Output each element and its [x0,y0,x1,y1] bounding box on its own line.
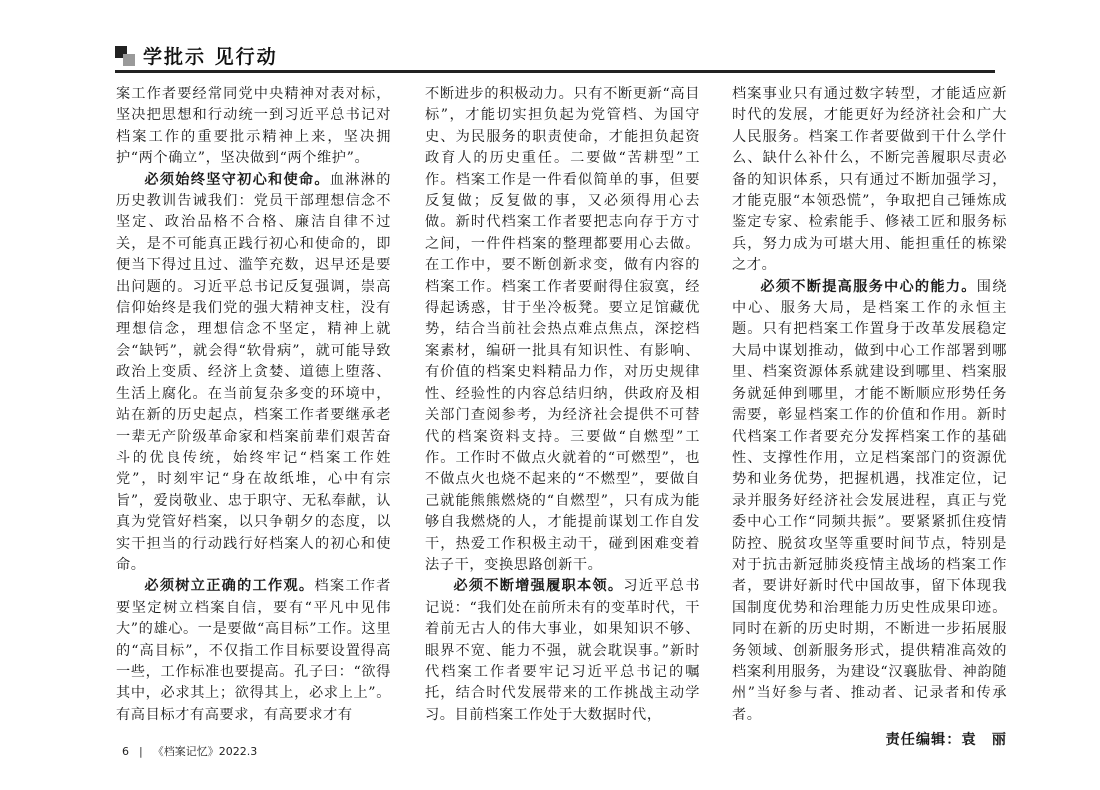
paragraph [732,277,1007,727]
page-number: 6 [122,744,129,758]
page-footer [122,743,257,759]
magazine-issue: 《档案记忆》2022.3 [152,745,258,758]
paragraph-body: 档案工作者要坚定树立档案自信，要有“平凡中见伟大”的雄心。一是要做“高目标”工作。这里的“高目标”，不仅指工作目标要设置得高一些，工作标准也要提高。孔子曰：“欲得其中，必求其上；欲得其上，必求上上”。有高目标才有高要求，有高要求才有 [116,578,391,723]
footer-separator: | [139,744,143,758]
paragraph-body: 血淋淋的历史教训告诫我们：党员干部理想信念不坚定、政治品格不合格、廉洁自律不过关，是不可能真正践行初心和使命的，即便当下得过且过、滥竽充数，迟早还是要出问题的。习近平总书记反复强调，崇高信仰始终是我们党的强大精神支柱，没有理想信念，理想信念不坚定，精神上就会“缺钙”，就会得“软骨病”，就可能导致政治上变质、经济上贪婪、道德上堕落、生活上腐化。在当前复杂多变的环境中，站在新的历史起点，档案工作者要继承老一辈无产阶级革命家和档案前辈们艰苦奋斗的优良传统，始终牢记“档案工作姓党”，时刻牢记“身在故纸堆，心中有宗旨”，爱岗敬业、忠于职守、无私奉献，认真为党管好档案，以只争朝夕的态度，以实干担当的行动践行好档案人的初心和使命。 [116,171,391,573]
section-title: 学批示 见行动 [143,46,278,68]
text-column-1 [116,84,391,726]
header-divider [115,70,995,73]
section-mark-icon [115,46,135,66]
paragraph [116,576,391,726]
text-column-2 [425,84,700,726]
paragraph [116,170,391,577]
section-header [115,42,278,69]
paragraph-body: 习近平总书记说：“我们处在前所未有的变革时代，干着前无古人的伟大事业，如果知识不够、眼界不宽、能力不强，就会耽误事。”新时代档案工作者要牢记习近平总书记的嘱托，结合时代发展带来的工作挑战主动学习。目前档案工作处于大数据时代， [425,578,700,723]
paragraph-lead: 必须不断增强履职本领。 [453,578,624,595]
paragraph-lead: 必须始终坚守初心和使命。 [144,171,330,188]
paragraph: 档案事业只有通过数字转型，才能适应新时代的发展，才能更好为经济社会和广大人民服务。档案工作者要做到干什么学什么、缺什么补什么，不断完善履职尽责必备的知识体系，只有通过不断加强学习，才能克服“本领恐慌”，争取把自己锤炼成鉴定专家、检索能手、修裱工匠和服务标兵，努力成为可堪大用、能担重任的栋梁之才。 [732,86,1007,274]
text-column-3 [732,84,1007,749]
responsible-editor: 责任编辑：袁 丽 [885,732,1007,749]
paragraph [425,576,700,726]
paragraph: 不断进步的积极动力。只有不断更新“高目标”，才能切实担负起为党管档、为国守史、为民服务的职责使命，才能担负起资政育人的历史重任。二要做“苦耕型”工作。档案工作是一件看似简单的事，但要反复做；反复做的事，又必须得用心去做。新时代档案工作者要把志向存于方寸之间，一件件档案的整理都要用心去做。在工作中，要不断创新求变，做有内容的档案工作。档案工作者要耐得住寂寞，经得起诱惑，甘于坐冷板凳。要立足馆藏优势，结合当前社会热点难点焦点，深挖档案素材，编研一批具有知识性、有影响、有价值的档案史料精品力作，对历史规律性、经验性的内容总结归纳，供政府及相关部门查阅参考，为经济社会提供不可替代的档案资料支持。三要做“自燃型”工作。工作时不做点火就着的“可燃型”，也不做点火也烧不起来的“不燃型”，要做自己就能熊熊燃烧的“自燃型”，只有成为能够自我燃烧的人，才能提前谋划工作自发干，热爱工作积极主动干，碰到困难变着法子干，变换思路创新干。 [425,86,700,573]
paragraph-lead: 必须树立正确的工作观。 [144,578,315,595]
paragraph: 案工作者要经常同党中央精神对表对标，坚决把思想和行动统一到习近平总书记对档案工作的重要批示精神上来，坚决拥护“两个确立”，坚决做到“两个维护”。 [116,86,391,167]
paragraph-lead: 必须不断提高服务中心的能力。 [760,278,977,295]
paragraph-body: 围绕中心、服务大局，是档案工作的永恒主题。只有把档案工作置身于改革发展稳定大局中谋划推动，做到中心工作部署到哪里、档案资源体系就建设到哪里、档案服务就延伸到哪里，才能不断顺应形势任务需要，彰显档案工作的价值和作用。新时代档案工作者要充分发挥档案工作的基础性、支撑性作用，立足档案部门的资源优势和业务优势，把握机遇，找准定位，记录并服务好经济社会发展进程，真正与党委中心工作“同频共振”。要紧紧抓住疫情防控、脱贫攻坚等重要时间节点，特别是对于抗击新冠肺炎疫情主战场的档案工作者，要讲好新时代中国故事，留下体现我国制度优势和治理能力历史性成果印迹。同时在新的历史时期，不断进一步拓展服务领域、创新服务形式，提供精准高效的档案利用服务，为建设“汉襄肱骨、神韵随州”当好参与者、推动者、记录者和传承者。 [732,278,1007,723]
